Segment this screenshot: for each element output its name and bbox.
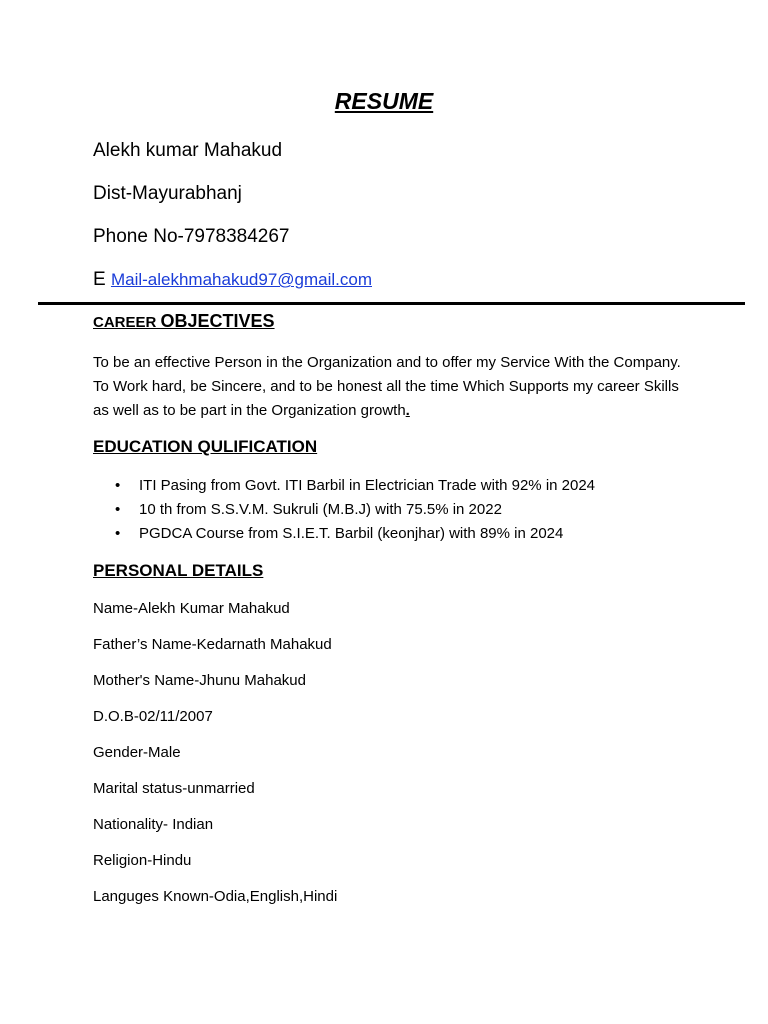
career-text: To be an effective Person in the Organization and to offer my Service With the Company. To Work hard, be Sincere, and to be honest all the time Which Supports my career Skills as well as to be part in the Organization growth (93, 354, 681, 419)
personal-detail-nationality: Nationality- Indian (93, 816, 214, 833)
bullet-icon: • (115, 501, 121, 518)
contact-phone: Phone No-7978384267 (93, 226, 290, 247)
personal-detail-languages: Languges Known-Odia,English,Hindi (93, 888, 338, 905)
education-item (93, 498, 595, 522)
email-prefix: E (93, 269, 111, 290)
career-heading-part2: OBJECTIVES (160, 311, 275, 331)
education-item-text: PGDCA Course from S.I.E.T. Barbil (keonjhar) with 89% in 2024 (139, 525, 564, 542)
education-list (93, 474, 595, 546)
career-objectives-text (93, 351, 693, 423)
contact-email-line (93, 268, 372, 292)
email-link[interactable]: Mail-alekhmahakud97@gmail.com (110, 270, 372, 289)
personal-detail-dob: D.O.B-02/11/2007 (93, 708, 213, 725)
personal-details-heading: PERSONAL DETAILS (93, 561, 264, 580)
education-item-text: 10 th from S.S.V.M. Sukruli (M.B.J) with 75.5% in 2022 (139, 501, 502, 518)
contact-district: Dist-Mayurabhanj (93, 183, 242, 204)
bullet-icon: • (115, 477, 121, 494)
personal-detail-religion: Religion-Hindu (93, 852, 192, 869)
personal-detail-marital: Marital status-unmarried (93, 780, 255, 797)
education-item (93, 522, 595, 546)
education-item (93, 474, 595, 498)
horizontal-divider (38, 302, 745, 305)
personal-detail-gender: Gender-Male (93, 744, 181, 761)
career-heading-part1: CAREER (93, 314, 161, 331)
personal-detail-name: Name-Alekh Kumar Mahakud (93, 600, 290, 617)
career-objectives-heading (93, 311, 275, 332)
personal-detail-father: Father’s Name-Kedarnath Mahakud (93, 636, 332, 653)
personal-detail-mother: Mother's Name-Jhunu Mahakud (93, 672, 306, 689)
education-item-text: ITI Pasing from Govt. ITI Barbil in Electrician Trade with 92% in 2024 (139, 477, 596, 494)
bullet-icon: • (115, 525, 121, 542)
education-heading: EDUCATION QULIFICATION (93, 437, 318, 456)
contact-name: Alekh kumar Mahakud (93, 140, 283, 161)
resume-title: RESUME (334, 88, 434, 114)
career-end-mark: . (405, 402, 410, 419)
